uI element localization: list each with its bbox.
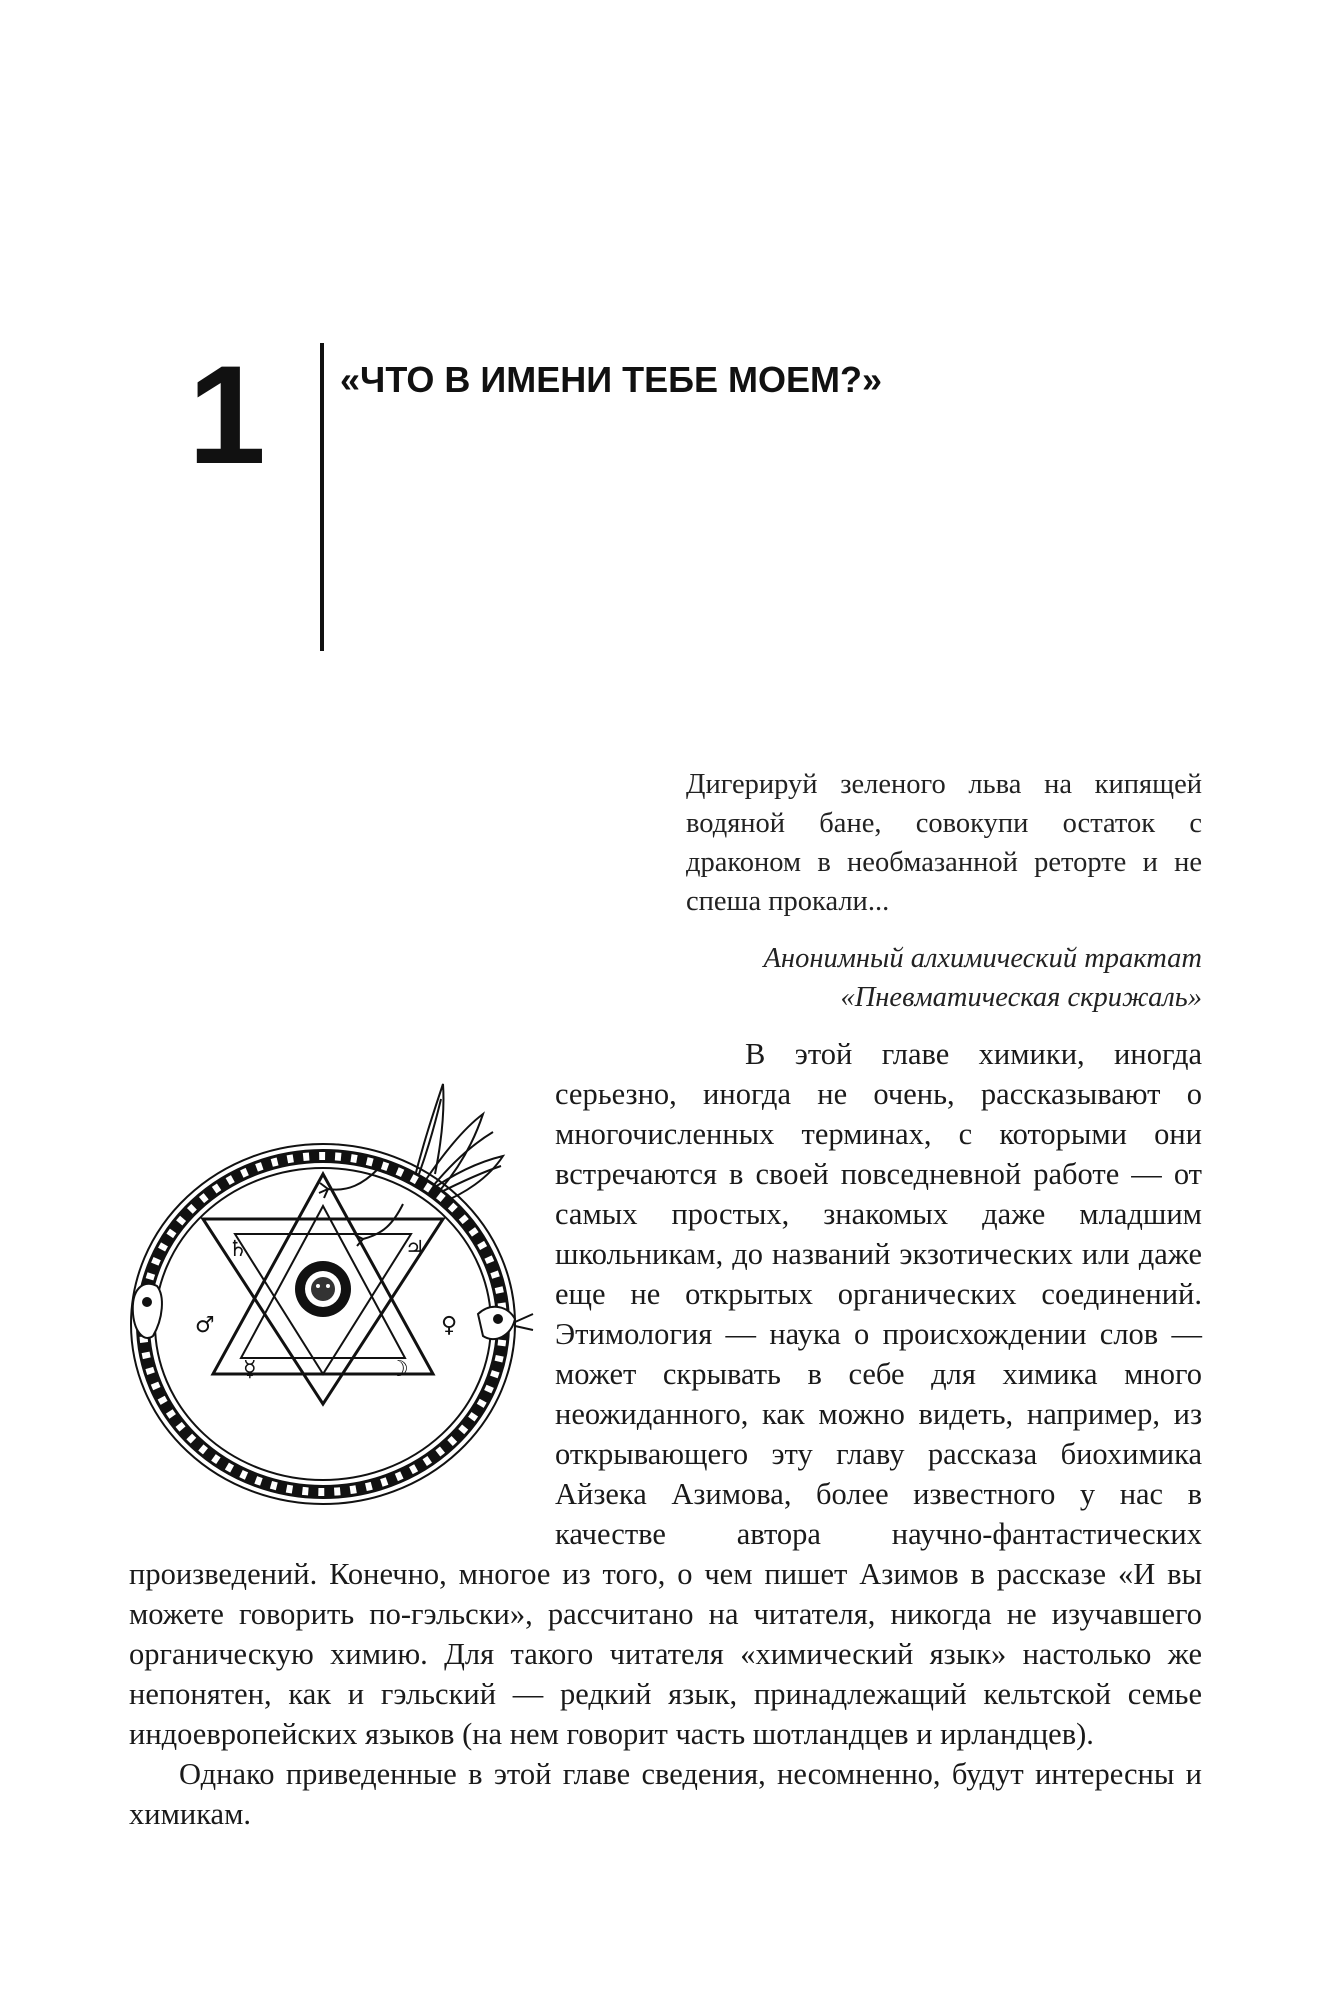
saturn-symbol-icon: ♄: [228, 1237, 248, 1262]
jupiter-symbol-icon: ♃: [405, 1237, 425, 1262]
mercury-symbol-icon: ☿: [243, 1357, 257, 1382]
body-paragraph-2: Однако приведенные в этой главе сведения, несомненно, будут интересны и химикам.: [129, 1757, 1202, 1831]
ouroboros-serpent-icon: [131, 1144, 515, 1504]
moon-symbol-icon: ☽: [389, 1357, 409, 1382]
chapter-title: «ЧТО В ИМЕНИ ТЕБЕ МОЕМ?»: [340, 359, 883, 400]
epigraph: [686, 765, 1202, 1017]
mars-symbol-icon: ♂: [195, 1313, 215, 1338]
epigraph-source: [686, 939, 1202, 1017]
body-paragraph-1: В этой главе химики, иногда серьезно, иногда не очень, рассказывают о многочисленных терминах, с которыми они встречаются в своей повседневной работе — от самых простых, знакомых даже младшим школьникам, до названий экзотических или даже еще не открытых органических соединений. Этимология — наука о происхождении слов — может скрывать в себе для химика много неожиданного, как можно видеть, например, из открывающего эту главу рассказа биохимика Айзека Азимова, более известного у нас в качестве автора научно-фантастических произведений. Конечно, многое из того, о чем пишет Азимов в рассказе «И вы можете говорить по-гэльски», рассчитано на читателя, никогда не изучавшего органическую химию. Для такого читателя «химический язык» настолько же непонятен, как и гэльский — редкий язык, принадлежащий кельтской семье индоевропейских языков (на нем говорит часть шотландцев и ирландцев).: [129, 1037, 1202, 1751]
epigraph-source-line-1: Анонимный алхимический трактат: [763, 943, 1202, 974]
venus-symbol-icon: ♀: [441, 1313, 458, 1338]
chapter-number: 1: [188, 336, 262, 493]
chapter-divider: [320, 343, 324, 651]
sun-icon: [295, 1261, 351, 1317]
epigraph-source-line-2: «Пневматическая скрижаль»: [840, 982, 1202, 1013]
ouroboros-illustration: [123, 1074, 539, 1519]
epigraph-text: Дигерируй зеленого льва на кипящей водяной бане, совокупи остаток с драконом в необмазанной реторте и не спеша прокали...: [686, 769, 1202, 917]
body-text: [129, 1034, 1202, 1834]
